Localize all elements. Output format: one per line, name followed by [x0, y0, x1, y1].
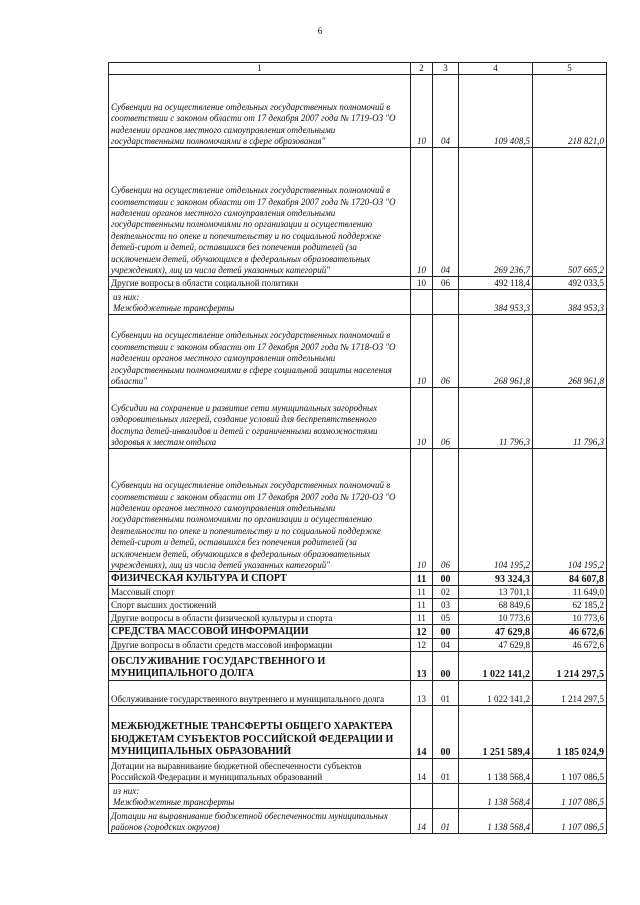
- subsection-code: 06: [433, 315, 459, 388]
- value-col5: 10 773,6: [533, 612, 607, 625]
- page-number: 6: [317, 26, 323, 36]
- row-description: Субвенции на осуществление отдельных государственных полномочий в соответствии с законом области от 17 декабря 2007 года № 1718-ОЗ "О наделении органов местного самоуправления отдельными государственными полномочиями в сфере социальной защиты населения области": [109, 315, 411, 388]
- value-col4: 93 324,3: [459, 572, 533, 586]
- value-col4: 109 408,5: [459, 75, 533, 148]
- table-row: [109, 388, 607, 449]
- value-col4: 47 629,8: [459, 639, 533, 652]
- value-col4: 384 953,3: [459, 290, 533, 315]
- value-col5: 1 107 086,5: [533, 784, 607, 809]
- value-col5: 46 672,6: [533, 625, 607, 639]
- value-col4: 1 138 568,4: [459, 809, 533, 834]
- table-row: [109, 706, 607, 759]
- subheading-item: Межбюджетные трансферты: [113, 303, 235, 313]
- value-col4: 492 118,4: [459, 277, 533, 290]
- value-col5: 1 214 297,5: [533, 681, 607, 706]
- column-header: 5: [533, 63, 607, 75]
- section-code: 14: [411, 706, 433, 759]
- value-col4: 13 701,1: [459, 586, 533, 599]
- table-row: [109, 599, 607, 612]
- value-col5: 507 665,2: [533, 148, 607, 277]
- table-row: [109, 681, 607, 706]
- section-code: 10: [411, 449, 433, 572]
- subsection-code: 05: [433, 612, 459, 625]
- section-code: 11: [411, 599, 433, 612]
- subheading-label: из них:: [113, 291, 140, 302]
- value-col4: 1 251 589,4: [459, 706, 533, 759]
- subsection-code: 06: [433, 388, 459, 449]
- table-row: [109, 75, 607, 148]
- table-row: [109, 625, 607, 639]
- section-code: 10: [411, 388, 433, 449]
- section-code: 11: [411, 612, 433, 625]
- table-row: [109, 639, 607, 652]
- row-description: МЕЖБЮДЖЕТНЫЕ ТРАНСФЕРТЫ ОБЩЕГО ХАРАКТЕРА БЮДЖЕТАМ СУБЪЕКТОВ РОССИЙСКОЙ ФЕДЕРАЦИИ И МУНИЦИПАЛЬНЫХ ОБРАЗОВАНИЙ: [109, 706, 411, 759]
- section-code: 10: [411, 315, 433, 388]
- table-row: [109, 148, 607, 277]
- value-col5: 46 672,6: [533, 639, 607, 652]
- section-code: [411, 784, 433, 809]
- row-description: Массовый спорт: [109, 586, 411, 599]
- row-description: Другие вопросы в области средств массовой информации: [109, 639, 411, 652]
- value-col5: 1 107 086,5: [533, 809, 607, 834]
- section-code: 10: [411, 75, 433, 148]
- column-header: 2: [411, 63, 433, 75]
- subsection-code: 00: [433, 625, 459, 639]
- section-code: 11: [411, 586, 433, 599]
- column-header: 4: [459, 63, 533, 75]
- row-description: Обслуживание государственного внутреннего и муниципального долга: [109, 681, 411, 706]
- value-col4: 269 236,7: [459, 148, 533, 277]
- value-col4: 47 629,8: [459, 625, 533, 639]
- section-code: 13: [411, 652, 433, 681]
- subsection-code: 02: [433, 586, 459, 599]
- row-description: ОБСЛУЖИВАНИЕ ГОСУДАРСТВЕННОГО И МУНИЦИПАЛЬНОГО ДОЛГА: [109, 652, 411, 681]
- table-row: [109, 572, 607, 586]
- subsection-code: 06: [433, 449, 459, 572]
- subsection-code: 00: [433, 572, 459, 586]
- section-code: 14: [411, 809, 433, 834]
- row-description: ФИЗИЧЕСКАЯ КУЛЬТУРА И СПОРТ: [109, 572, 411, 586]
- table-row: [109, 809, 607, 834]
- section-code: 10: [411, 148, 433, 277]
- value-col5: 218 821,0: [533, 75, 607, 148]
- subsection-code: 01: [433, 809, 459, 834]
- subsection-code: 03: [433, 599, 459, 612]
- value-col5: 11 649,0: [533, 586, 607, 599]
- table-row: [109, 652, 607, 681]
- column-header: 3: [433, 63, 459, 75]
- table-header-row: [109, 63, 607, 75]
- row-description: Спорт высших достижений: [109, 599, 411, 612]
- subheading-label: из них:: [113, 785, 140, 796]
- subsection-code: 01: [433, 681, 459, 706]
- subsection-code: 04: [433, 148, 459, 277]
- value-col4: 1 022 141,2: [459, 681, 533, 706]
- value-col4: 10 773,6: [459, 612, 533, 625]
- subsection-code: 00: [433, 652, 459, 681]
- row-description: Дотации на выравнивание бюджетной обеспеченности субъектов Российской Федерации и муниципальных образований: [109, 759, 411, 784]
- row-description: [109, 290, 411, 315]
- table-row: [109, 612, 607, 625]
- value-col5: 11 796,3: [533, 388, 607, 449]
- table-row: [109, 290, 607, 315]
- value-col5: 492 033,5: [533, 277, 607, 290]
- section-code: 10: [411, 277, 433, 290]
- budget-table: [108, 62, 607, 834]
- section-code: [411, 290, 433, 315]
- subsection-code: 06: [433, 277, 459, 290]
- value-col5: 104 195,2: [533, 449, 607, 572]
- table-row: [109, 449, 607, 572]
- value-col5: 1 107 086,5: [533, 759, 607, 784]
- table-row: [109, 315, 607, 388]
- value-col4: 1 138 568,4: [459, 784, 533, 809]
- subsection-code: 00: [433, 706, 459, 759]
- row-description: Дотации на выравнивание бюджетной обеспеченности муниципальных районов (городских округов): [109, 809, 411, 834]
- row-description: Другие вопросы в области социальной политики: [109, 277, 411, 290]
- row-description: Субвенции на осуществление отдельных государственных полномочий в соответствии с законом области от 17 декабря 2007 года № 1720-ОЗ "О наделении органов местного самоуправления отдельными государственными полномочиями по организации и осуществлению деятельности по опеке и попечительству и по социальной поддержке детей-сирот и детей, оставшихся без попечения родителей (за исключением детей, обучающихся в федеральных образовательных учреждениях), лиц из числа детей указанных категорий": [109, 148, 411, 277]
- value-col4: 1 022 141,2: [459, 652, 533, 681]
- value-col4: 11 796,3: [459, 388, 533, 449]
- value-col4: 68 849,6: [459, 599, 533, 612]
- section-code: 12: [411, 639, 433, 652]
- subheading-item: Межбюджетные трансферты: [113, 797, 235, 807]
- row-description: Субвенции на осуществление отдельных государственных полномочий в соответствии с законом области от 17 декабря 2007 года № 1719-ОЗ "О наделении органов местного самоуправления отдельными государственными полномочиями в сфере образования": [109, 75, 411, 148]
- row-description: [109, 784, 411, 809]
- value-col5: 84 607,8: [533, 572, 607, 586]
- row-description: СРЕДСТВА МАССОВОЙ ИНФОРМАЦИИ: [109, 625, 411, 639]
- table-row: [109, 759, 607, 784]
- value-col4: 268 961,8: [459, 315, 533, 388]
- subsection-code: [433, 290, 459, 315]
- section-code: 11: [411, 572, 433, 586]
- value-col5: 62 185,2: [533, 599, 607, 612]
- subsection-code: [433, 784, 459, 809]
- section-code: 12: [411, 625, 433, 639]
- value-col5: 268 961,8: [533, 315, 607, 388]
- row-description: Другие вопросы в области физической культуры и спорта: [109, 612, 411, 625]
- value-col4: 1 138 568,4: [459, 759, 533, 784]
- subsection-code: 04: [433, 75, 459, 148]
- subsection-code: 01: [433, 759, 459, 784]
- value-col4: 104 195,2: [459, 449, 533, 572]
- table-row: [109, 586, 607, 599]
- table-row: [109, 784, 607, 809]
- value-col5: 1 214 297,5: [533, 652, 607, 681]
- column-header: 1: [109, 63, 411, 75]
- row-description: Субсидии на сохранение и развитие сети муниципальных загородных оздоровительных лагерей, создание условий для беспрепятственного доступа детей-инвалидов и детей с ограниченными возможностями здоровья к местам отдыха: [109, 388, 411, 449]
- row-description: Субвенции на осуществление отдельных государственных полномочий в соответствии с законом области от 17 декабря 2007 года № 1720-ОЗ "О наделении органов местного самоуправления отдельными государственными полномочиями по организации и осуществлению деятельности по опеке и попечительству и по социальной поддержке детей-сирот и детей, оставшихся без попечения родителей (за исключением детей, обучающихся в федеральных образовательных учреждениях), лиц из числа детей указанных категорий": [109, 449, 411, 572]
- subsection-code: 04: [433, 639, 459, 652]
- section-code: 14: [411, 759, 433, 784]
- value-col5: 384 953,3: [533, 290, 607, 315]
- value-col5: 1 185 024,9: [533, 706, 607, 759]
- section-code: 13: [411, 681, 433, 706]
- table-row: [109, 277, 607, 290]
